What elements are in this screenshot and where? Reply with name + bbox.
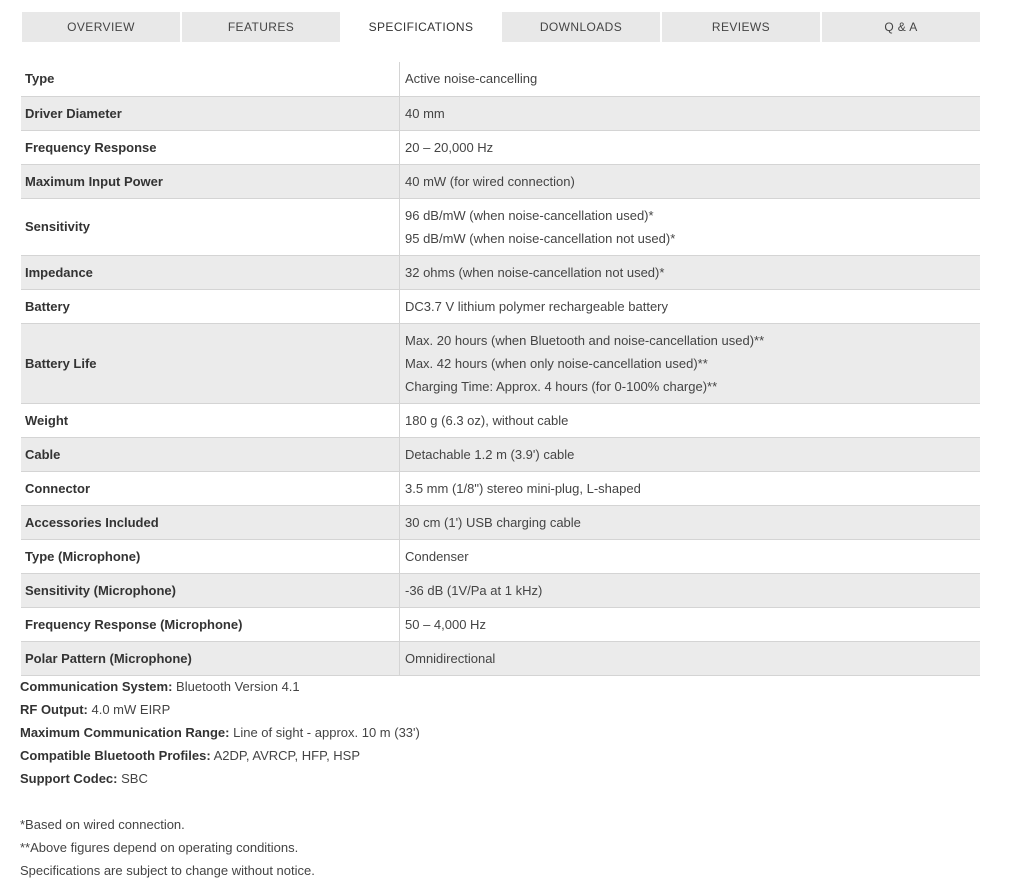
extra-spec-key: Communication System: [20, 679, 173, 694]
spec-label: Type (Microphone) [21, 539, 400, 573]
spec-value: Omnidirectional [400, 641, 981, 675]
spec-label: Polar Pattern (Microphone) [21, 641, 400, 675]
table-row [21, 403, 980, 437]
extra-spec-value: 4.0 mW EIRP [91, 702, 171, 717]
spec-label: Accessories Included [21, 505, 400, 539]
footnote: Specifications are subject to change without notice. [20, 863, 315, 878]
spec-value: 50 – 4,000 Hz [400, 607, 981, 641]
footnote: **Above figures depend on operating conditions. [20, 840, 299, 855]
table-row [21, 323, 980, 403]
extra-spec-item [20, 767, 980, 790]
table-row [21, 573, 980, 607]
table-row [21, 96, 980, 130]
tab-bar [22, 12, 980, 42]
tab-reviews[interactable]: REVIEWS [662, 12, 820, 42]
spec-value: 180 g (6.3 oz), without cable [400, 403, 981, 437]
spec-value: 3.5 mm (1/8") stereo mini-plug, L-shaped [400, 471, 981, 505]
extra-spec-item [20, 698, 980, 721]
table-row [21, 289, 980, 323]
spec-value: 40 mm [400, 96, 981, 130]
table-row [21, 539, 980, 573]
extra-spec-item [20, 744, 980, 767]
table-row [21, 255, 980, 289]
extra-spec-item [20, 721, 980, 744]
spec-label: Maximum Input Power [21, 164, 400, 198]
spec-value: 20 – 20,000 Hz [400, 130, 981, 164]
tab-downloads[interactable]: DOWNLOADS [502, 12, 660, 42]
extra-spec-value: Line of sight - approx. 10 m (33') [233, 725, 420, 740]
extra-spec-key: Maximum Communication Range: [20, 725, 230, 740]
spec-value: 96 dB/mW (when noise-cancellation used)* 95 dB/mW (when noise-cancellation not used)* [400, 198, 981, 255]
spec-label: Battery Life [21, 323, 400, 403]
table-row [21, 130, 980, 164]
extra-spec-key: RF Output: [20, 702, 88, 717]
table-row [21, 164, 980, 198]
footnote: *Based on wired connection. [20, 817, 185, 832]
table-row [21, 505, 980, 539]
spec-value: 40 mW (for wired connection) [400, 164, 981, 198]
table-row [21, 62, 980, 96]
spec-label: Battery [21, 289, 400, 323]
spec-label: Weight [21, 403, 400, 437]
spec-label: Type [21, 62, 400, 96]
spec-value: Detachable 1.2 m (3.9') cable [400, 437, 981, 471]
spec-label: Frequency Response (Microphone) [21, 607, 400, 641]
spec-value: Max. 20 hours (when Bluetooth and noise-cancellation used)** Max. 42 hours (when only noise-cancellation used)** Charging Time: Approx. 4 hours (for 0-100% charge)** [400, 323, 981, 403]
extra-spec-key: Compatible Bluetooth Profiles: [20, 748, 211, 763]
spec-value: 32 ohms (when noise-cancellation not used)* [400, 255, 981, 289]
extra-spec-item [20, 675, 980, 698]
spec-value: Active noise-cancelling [400, 62, 981, 96]
spec-label: Driver Diameter [21, 96, 400, 130]
table-row [21, 198, 980, 255]
spec-label: Sensitivity (Microphone) [21, 573, 400, 607]
extra-spec-value: Bluetooth Version 4.1 [176, 679, 300, 694]
spec-label: Impedance [21, 255, 400, 289]
spec-label: Cable [21, 437, 400, 471]
extra-spec-value: SBC [121, 771, 148, 786]
spec-label: Sensitivity [21, 198, 400, 255]
spec-value: Condenser [400, 539, 981, 573]
spec-label: Connector [21, 471, 400, 505]
table-row [21, 607, 980, 641]
spec-value: DC3.7 V lithium polymer rechargeable battery [400, 289, 981, 323]
spec-value: -36 dB (1V/Pa at 1 kHz) [400, 573, 981, 607]
specifications-table [21, 62, 980, 676]
spec-value: 30 cm (1') USB charging cable [400, 505, 981, 539]
table-row [21, 471, 980, 505]
tab-qa[interactable]: Q & A [822, 12, 980, 42]
extra-spec-key: Support Codec: [20, 771, 118, 786]
table-row [21, 641, 980, 675]
additional-specs [20, 675, 980, 882]
tab-overview[interactable]: OVERVIEW [22, 12, 180, 42]
spec-label: Frequency Response [21, 130, 400, 164]
extra-spec-value: A2DP, AVRCP, HFP, HSP [213, 748, 361, 763]
table-row [21, 437, 980, 471]
tab-specifications[interactable]: SPECIFICATIONS [342, 12, 500, 42]
tab-features[interactable]: FEATURES [182, 12, 340, 42]
